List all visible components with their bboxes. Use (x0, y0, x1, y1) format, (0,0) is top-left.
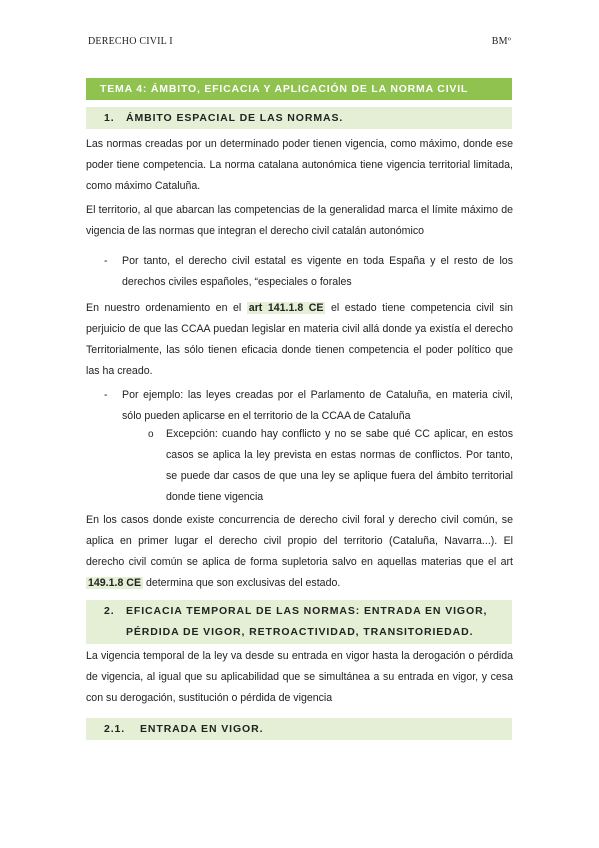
section-1-paragraph-3 (86, 298, 513, 382)
dash-list-item-2-text: Por ejemplo: las leyes creadas por el Parlamento de Cataluña, en materia civil, sólo pueden aplicarse en el territorio de la CCAA de Cataluña (122, 389, 513, 422)
section-2-paragraph-1: La vigencia temporal de la ley va desde su entrada en vigor hasta la derogación o pérdida de vigencia, al igual que su aplicabilidad que se simultánea a su entrada en vigor, y cesa con su derogación, sustitución o pérdida de vigencia (86, 650, 513, 704)
header-author: BMº (491, 36, 511, 47)
sub-list-item-1 (148, 424, 513, 508)
section-1-paragraph-4 (86, 510, 513, 594)
article-reference-149: 149.1.8 CE (88, 577, 142, 589)
circle-bullet: o (148, 429, 154, 440)
section-1-number: 1. (104, 112, 115, 124)
chapter-title-text: TEMA 4: ÁMBITO, EFICACIA Y APLICACIÓN DE LA NORMA CIVIL (100, 83, 469, 95)
sub-list-item-1-text: Excepción: cuando hay conflicto y no se sabe qué CC aplicar, en estos casos se aplica la ley prevista en estas normas de conflictos. Por tanto, se puede dar casos de que una ley se aplique fuera del ámbito territorial donde tiene vigencia (166, 428, 513, 503)
section-2-1-number: 2.1. (104, 723, 126, 735)
section-1-title: ÁMBITO ESPACIAL DE LAS NORMAS. (126, 112, 344, 124)
dash-marker: - (104, 389, 108, 401)
dash-list-item-2 (104, 385, 513, 427)
section-1-paragraph-2: El territorio, al que abarcan las competencias de la generalidad marca el límite máximo de vigencia de las normas que integran el derecho civil catalán autonómico (86, 204, 513, 237)
paragraph-4-start: En los casos donde existe concurrencia de derecho civil foral y derecho civil común, se aplica en primer lugar el derecho civil propio del territorio (Cataluña, Navarra...). El derecho civil común se aplica de forma supletoria salvo en aquellas materias que el art (86, 514, 513, 568)
dash-list-item-1-text: Por tanto, el derecho civil estatal es vigente en toda España y el resto de los derechos civiles españoles, “especiales o forales (122, 255, 513, 288)
section-2-1-heading (86, 718, 512, 740)
paragraph-3-end: el estado tiene competencia civil sin perjuicio de que las CCAA puedan legislar en materia civil allá donde ya existía el derecho Territorialmente, las sólo tienen eficacia donde tienen competencia el poder político que las ha creado. (86, 302, 513, 377)
page-header (88, 36, 511, 47)
section-2-title-line-1: EFICACIA TEMPORAL DE LAS NORMAS: ENTRADA EN VIGOR, (126, 605, 488, 617)
chapter-title (86, 78, 512, 100)
dash-list-item-1 (104, 251, 513, 293)
section-1-paragraph-1: Las normas creadas por un determinado poder tienen vigencia, como máximo, donde ese poder tiene competencia. La norma catalana autonómica tiene vigencia territorial limitada, como máximo Cataluña. (86, 138, 513, 192)
paragraph-3-start: En nuestro ordenamiento en el (86, 302, 247, 314)
section-2-1-title: ENTRADA EN VIGOR. (140, 723, 264, 735)
paragraph-4-end: determina que son exclusivas del estado. (143, 577, 341, 589)
article-reference-141: art 141.1.8 CE (248, 302, 324, 314)
section-2-heading (86, 600, 512, 644)
section-2-title-line-2: PÉRDIDA DE VIGOR, RETROACTIVIDAD, TRANSITORIEDAD. (126, 626, 474, 638)
dash-marker: - (104, 255, 108, 267)
section-2-number: 2. (104, 605, 115, 617)
section-1-heading (86, 107, 512, 129)
header-course: DERECHO CIVIL I (88, 36, 173, 47)
